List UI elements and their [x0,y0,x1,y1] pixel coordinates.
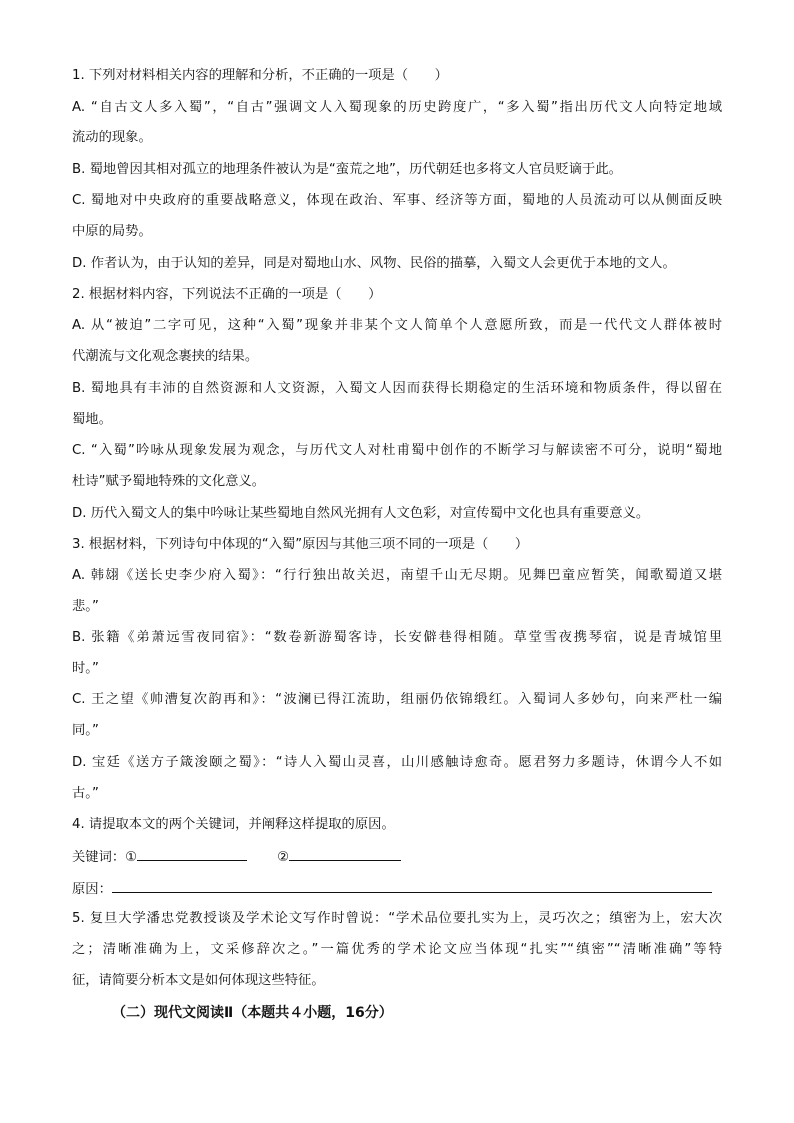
q4-stem: 4. 请提取本文的两个关键词，并阐释这样提取的原因。 [72,817,395,832]
keyword-2-blank[interactable] [289,846,401,861]
reason-label: 原因： [72,882,112,897]
q1-stem: 1. 下列对材料相关内容的理解和分析，不正确的一项是（ ） [72,68,448,83]
q3-option-b-line2: 时。” [72,661,99,676]
section-heading: （二）现代文阅读Ⅱ（本题共４小题，16分） [112,1005,393,1021]
q2-option-a-line1: A. 从“被迫”二字可见，这种“入蜀”现象并非某个文人简单个人意愿所致，而是一代代文人群体被时 [72,318,722,333]
q5-line2: 之；清晰准确为上，文采修辞次之。”一篇优秀的学术论文应当体现“扎实”“缜密”“清晰准确”等特 [72,942,722,957]
q2-option-d: D. 历代入蜀文人的集中吟咏让某些蜀地自然风光拥有人文色彩，对宣传蜀中文化也具有重要意义。 [72,506,650,521]
q1-option-c-line2: 中原的局势。 [72,224,152,239]
q3-option-a-line1: A. 韩翃《送长史李少府入蜀》：“行行独出故关迟，南望千山无尽期。见舞巴童应暂笑，闻歌蜀道又堪 [72,568,722,583]
q2-stem: 2. 根据材料内容，下列说法不正确的一项是（ ） [72,287,382,302]
q5-line3: 征，请简要分析本文是如何体现这些特征。 [72,973,325,988]
q3-option-a-line2: 悲。” [72,599,99,614]
q1-option-d: D. 作者认为，由于认知的差异，同是对蜀地山水、风物、民俗的描摹，入蜀文人会更优于本地的文人。 [72,256,676,271]
reason-blank[interactable] [112,878,712,893]
q2-option-b-line2: 蜀地。 [72,412,112,427]
q4-keywords-row [72,846,722,868]
keywords-second-label: ② [277,850,290,865]
q2-option-b-line1: B. 蜀地具有丰沛的自然资源和人文资源，入蜀文人因而获得长期稳定的生活环境和物质条件，得以留在 [72,381,722,396]
q1-option-c-line1: C. 蜀地对中央政府的重要战略意义，体现在政治、军事、经济等方面，蜀地的人员流动可以从侧面反映 [72,193,722,208]
q3-stem: 3. 根据材料，下列诗句中体现的“入蜀”原因与其他三项不同的一项是（ ） [72,537,529,552]
q3-option-c-line1: C. 王之望《帅漕复次韵再和》：“波澜已得江流助，组丽仍依锦缎红。入蜀词人多妙句，向来严杜一编 [72,692,722,707]
q2-option-c-line1: C. “入蜀”吟咏从现象发展为观念，与历代文人对杜甫蜀中创作的不断学习与解读密不可分，说明“蜀地 [72,443,722,458]
keywords-label: 关键词：① [72,850,138,865]
q2-option-a-line2: 代潮流与文化观念裹挟的结果。 [72,349,259,364]
q5-line1: 5. 复旦大学潘忠党教授谈及学术论文写作时曾说：“学术品位要扎实为上，灵巧次之；缜密为上，宏大次 [72,911,722,926]
q1-option-a-line1: A. “自古文人多入蜀”，“自古”强调文人入蜀现象的历史跨度广，“多入蜀”指出历代文人向特定地域 [72,100,722,115]
q1-option-b: B. 蜀地曾因其相对孤立的地理条件被认为是“蛮荒之地”，历代朝廷也多将文人官员贬谪于此。 [72,162,622,177]
q4-reason-row [72,878,722,900]
q3-option-c-line2: 同。” [72,723,99,738]
q3-option-b-line1: B. 张籍《弟萧远雪夜同宿》：“数卷新游蜀客诗，长安僻巷得相随。草堂雪夜携琴宿，说是青城馆里 [72,630,722,645]
q3-option-d-line2: 古。” [72,786,99,801]
q1-option-a-line2: 流动的现象。 [72,130,152,145]
q3-option-d-line1: D. 宝廷《送方子箴浚颐之蜀》：“诗人入蜀山灵喜，山川感触诗愈奇。愿君努力多题诗，休谓今人不如 [72,755,722,770]
q2-option-c-line2: 杜诗”赋予蜀地特殊的文化意义。 [72,474,266,489]
keyword-1-blank[interactable] [137,846,247,861]
